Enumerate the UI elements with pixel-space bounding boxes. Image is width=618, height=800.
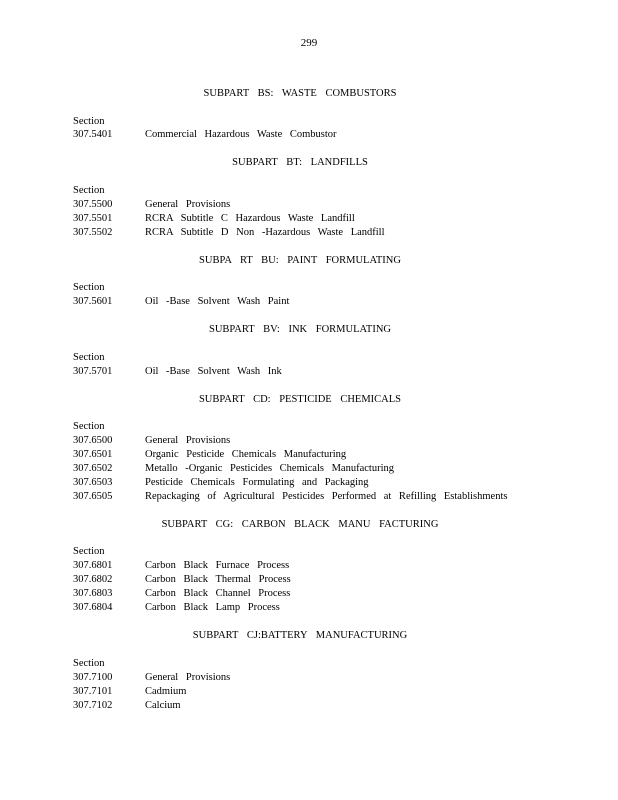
section-entry	[73, 212, 355, 226]
section-label: Section	[73, 352, 105, 363]
section-number: 307.6500	[73, 435, 113, 446]
section-title: Oil -Base Solvent Wash Paint	[145, 296, 290, 307]
section-entry	[73, 295, 289, 309]
section-number: 307.7101	[73, 686, 113, 697]
section-entry	[73, 587, 290, 601]
section-number: 307.5502	[73, 227, 113, 238]
section-label: Section	[73, 116, 105, 127]
section-title: Commercial Hazardous Waste Combustor	[145, 129, 337, 140]
section-title: Organic Pesticide Chemicals Manufacturing	[145, 449, 347, 460]
section-title: Carbon Black Channel Process	[145, 588, 291, 599]
section-entry	[73, 434, 230, 448]
subpart-heading: SUBPART CJ:BATTERY MANUFACTURING	[192, 630, 408, 641]
section-number: 307.7102	[73, 700, 113, 711]
subpart-heading: SUBPART BS: WASTE COMBUSTORS	[203, 88, 397, 99]
section-label: Section	[73, 185, 105, 196]
section-label: Section	[73, 282, 105, 293]
section-number: 307.5500	[73, 199, 113, 210]
section-entry	[73, 573, 291, 587]
section-title: RCRA Subtitle D Non -Hazardous Waste Landfill	[145, 227, 385, 238]
section-entry	[73, 699, 181, 713]
subpart-bu	[0, 254, 600, 268]
section-entry	[73, 685, 186, 699]
section-title: General Provisions	[145, 199, 231, 210]
section-number: 307.6505	[73, 491, 113, 502]
section-title: Metallo -Organic Pesticides Chemicals Manufacturing	[145, 463, 394, 474]
section-title: Pesticide Chemicals Formulating and Packaging	[145, 477, 369, 488]
subpart-cg	[0, 518, 600, 532]
section-title: Calcium	[145, 700, 181, 711]
subpart-heading: SUBPART BV: INK FORMULATING	[209, 324, 391, 335]
section-entry	[73, 448, 346, 462]
section-entry	[73, 476, 369, 490]
section-title: Oil -Base Solvent Wash Ink	[145, 366, 282, 377]
subpart-cd	[0, 393, 600, 407]
section-number: 307.6503	[73, 477, 113, 488]
subpart-bt	[0, 156, 600, 170]
section-title: General Provisions	[145, 435, 231, 446]
section-title: Repackaging of Agricultural Pesticides Performed at Refilling Establishments	[145, 491, 508, 502]
section-number: 307.6803	[73, 588, 113, 599]
section-entry	[73, 559, 289, 573]
subpart-heading: SUBPART CG: CARBON BLACK MANU FACTURING	[161, 519, 439, 530]
section-entry	[73, 128, 337, 142]
section-number: 307.5601	[73, 296, 113, 307]
section-title: Carbon Black Thermal Process	[145, 574, 291, 585]
section-label: Section	[73, 658, 105, 669]
subpart-heading: SUBPART BT: LANDFILLS	[232, 157, 368, 168]
section-number: 307.6501	[73, 449, 113, 460]
section-number: 307.6502	[73, 463, 113, 474]
section-number: 307.6802	[73, 574, 113, 585]
section-title: Cadmium	[145, 686, 187, 697]
section-label: Section	[73, 546, 105, 557]
section-entry	[73, 226, 385, 240]
section-number: 307.6801	[73, 560, 113, 571]
section-number: 307.7100	[73, 672, 113, 683]
section-title: RCRA Subtitle C Hazardous Waste Landfill	[145, 213, 355, 224]
section-entry	[73, 462, 394, 476]
section-label: Section	[73, 421, 105, 432]
section-number: 307.5701	[73, 366, 113, 377]
section-title: General Provisions	[145, 672, 231, 683]
section-title: Carbon Black Furnace Process	[145, 560, 290, 571]
section-number: 307.5401	[73, 129, 113, 140]
subpart-bs	[0, 87, 600, 101]
page-number: 299	[300, 37, 318, 49]
subpart-cj	[0, 629, 600, 643]
subpart-bv	[0, 323, 600, 337]
section-entry	[73, 601, 280, 615]
section-title: Carbon Black Lamp Process	[145, 602, 280, 613]
subpart-heading: SUBPART CD: PESTICIDE CHEMICALS	[198, 394, 402, 405]
section-entry	[73, 490, 507, 504]
section-entry	[73, 671, 230, 685]
section-number: 307.6804	[73, 602, 113, 613]
section-number: 307.5501	[73, 213, 113, 224]
section-entry	[73, 198, 230, 212]
subpart-heading: SUBPA RT BU: PAINT FORMULATING	[199, 255, 401, 266]
section-entry	[73, 365, 282, 379]
